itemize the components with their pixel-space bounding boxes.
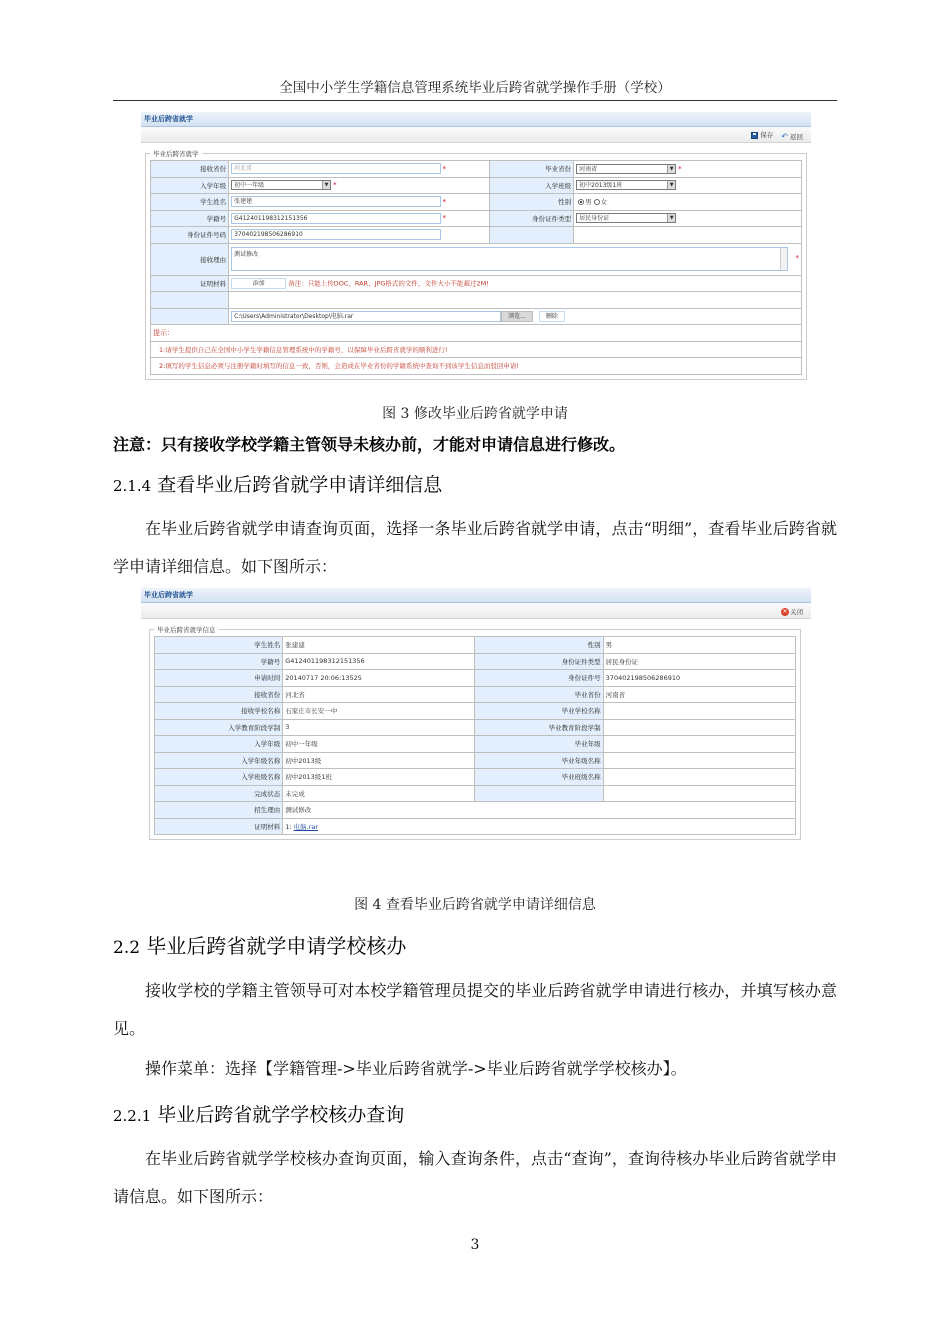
detail-label: 完成状态 <box>155 785 283 802</box>
application-form: 接收省份 河北省 * 毕业省份 河南省 ▼ * 入学年级 初中一年级 ▼ * 入学班级 初中2013级1班 ▼ 学生姓名 张建建 * 性别 男 女 学籍号 G412401198312151356 * 身份证件类型 居民身份证 ▼ 身份证件号码 370402198506286910 接收理由 测试修改 * 证明材料 添加 备注：只能上传DOC、RAR、JPG格式的文件，文件大小不能超过2M! C:\Users\Administrator\Desktop\电脑.rar 浏览... 删除 提示： 1:请学生提供自己在全国中小学生学籍信息管理系统中的学籍号，以保障毕业后跨省就学的顺利进行! 2:填写的学生信息必须与注册学籍时填写的信息一致，否则，会造成在毕业省份的学籍系统中查询不到该学生信息而驳回申请! <box>150 160 802 375</box>
id-no-label: 身份证件号码 <box>151 227 229 244</box>
detail-row <box>155 736 796 753</box>
file-path-input[interactable]: C:\Users\Administrator\Desktop\电脑.rar <box>231 311 501 322</box>
required-mark: * <box>333 181 337 190</box>
gender-male-radio[interactable] <box>578 199 584 205</box>
detail-label: 身份证件类型 <box>475 653 603 670</box>
detail-row <box>155 670 796 687</box>
save-button[interactable]: 保存 <box>751 127 773 143</box>
material-label: 证明材料 <box>155 818 283 835</box>
toolbar <box>141 127 811 143</box>
detail-label: 学生姓名 <box>155 637 283 654</box>
detail-value <box>603 769 795 786</box>
detail-row <box>155 785 796 802</box>
detail-row <box>155 719 796 736</box>
detail-label: 毕业年级 <box>475 736 603 753</box>
figure4-screenshot <box>141 588 811 882</box>
id-type-label: 身份证件类型 <box>489 210 574 227</box>
detail-label: 申请时间 <box>155 670 283 687</box>
detail-label: 毕业班级名称 <box>475 769 603 786</box>
detail-value <box>603 703 795 720</box>
detail-value: 未完成 <box>283 785 475 802</box>
detail-row <box>155 769 796 786</box>
reason-value: 测试修改 <box>283 802 796 819</box>
student-no-label: 学籍号 <box>151 210 229 227</box>
material-label: 证明材料 <box>151 275 229 292</box>
browse-button[interactable]: 浏览... <box>501 311 533 322</box>
required-mark: * <box>442 164 447 173</box>
figure4-caption: 图 4 查看毕业后跨省就学申请详细信息 <box>354 897 596 913</box>
chevron-down-icon: ▼ <box>667 165 675 173</box>
window-title: 毕业后跨省就学 <box>141 588 811 603</box>
scrollbar[interactable] <box>780 248 787 270</box>
form-fieldset <box>145 149 807 380</box>
delete-file-button[interactable]: 删除 <box>539 311 565 322</box>
detail-value: 初中一年级 <box>283 736 475 753</box>
receive-province-label: 接收省份 <box>151 161 229 178</box>
chevron-down-icon: ▼ <box>667 181 675 189</box>
student-name-input[interactable]: 张建建 <box>231 196 440 207</box>
close-button[interactable]: ✕ 关闭 <box>782 608 803 616</box>
detail-row <box>155 653 796 670</box>
detail-value <box>603 785 795 802</box>
toolbar <box>141 603 811 619</box>
fieldset-legend: 毕业后跨省就学 <box>153 150 199 158</box>
detail-value: 男 <box>603 637 795 654</box>
detail-label: 性别 <box>475 637 603 654</box>
detail-label: 接收学校名称 <box>155 703 283 720</box>
entry-grade-select[interactable]: 初中一年级 ▼ <box>231 180 331 190</box>
detail-label: 毕业省份 <box>475 686 603 703</box>
section-heading-2-2-1: 2.2.1 毕业后跨省就学学校核办查询 <box>113 1104 405 1126</box>
back-arrow-icon: ↶ <box>781 131 788 141</box>
detail-table: 学生姓名 张建建 性别 男 学籍号 G412401198312151356 身份证件类型 居民身份证 申请时间 20140717 20:06:13525 身份证件号 370402198506286910 接收省份 河北省 毕业省份 河南省 接收学校名称 石家庄市长安一中 毕业学校名称 入学教育阶段学制 3 毕业教育阶段学制 入学年级 初中一年级 毕业年级 入学年级名称 初中2013级 毕业年级名称 入学班级名称 初中2013级1班 毕业班级名称 完成状态 未完成 招生理由 测试修改 证明材料 1: 电脑.rar <box>154 636 796 835</box>
detail-fieldset <box>149 625 801 840</box>
page-number: 3 <box>470 1237 480 1253</box>
detail-value: 初中2013级 <box>283 752 475 769</box>
id-no-input[interactable]: 370402198506286910 <box>231 229 440 240</box>
detail-label: 毕业学校名称 <box>475 703 603 720</box>
fieldset-legend: 毕业后跨省就学信息 <box>157 626 216 634</box>
window-title: 毕业后跨省就学 <box>141 112 811 127</box>
detail-row <box>155 637 796 654</box>
id-type-select[interactable]: 居民身份证 ▼ <box>576 213 676 223</box>
detail-value: 河北省 <box>283 686 475 703</box>
close-icon: ✕ <box>782 608 788 615</box>
page-header: 全国中小学生学籍信息管理系统毕业后跨省就学操作手册（学校） <box>113 76 837 101</box>
entry-grade-label: 入学年级 <box>151 177 229 194</box>
grad-province-select[interactable]: 河南省 ▼ <box>576 164 676 174</box>
section-heading-2-1-4: 2.1.4 查看毕业后跨省就学申请详细信息 <box>113 474 443 496</box>
chevron-down-icon: ▼ <box>322 181 330 189</box>
detail-value: 河南省 <box>603 686 795 703</box>
detail-row <box>155 703 796 720</box>
figure3-screenshot <box>141 112 811 394</box>
detail-row <box>155 752 796 769</box>
detail-row <box>155 686 796 703</box>
detail-label: 毕业教育阶段学制 <box>475 719 603 736</box>
detail-value <box>603 752 795 769</box>
detail-value: 张建建 <box>283 637 475 654</box>
student-name-label: 学生姓名 <box>151 194 229 211</box>
detail-value <box>603 719 795 736</box>
note-text: 注意：只有接收学校学籍主管领导未核办前，才能对申请信息进行修改。 <box>113 435 626 454</box>
grad-province-label: 毕业省份 <box>489 161 574 178</box>
detail-value: 居民身份证 <box>603 653 795 670</box>
detail-value: G412401198312151356 <box>283 653 475 670</box>
detail-label: 学籍号 <box>155 653 283 670</box>
detail-value: 初中2013级1班 <box>283 769 475 786</box>
back-button[interactable]: ↶ 返回 <box>781 131 803 141</box>
detail-label: 入学年级 <box>155 736 283 753</box>
required-mark: * <box>442 214 447 223</box>
detail-value: 3 <box>283 719 475 736</box>
paragraph: 接收学校的学籍主管领导可对本校学籍管理员提交的毕业后跨省就学申请进行核办，并填写核办意见。 <box>113 981 837 1038</box>
paragraph: 在毕业后跨省就学学校核办查询页面，输入查询条件，点击“查询”，查询待核办毕业后跨省就学申请信息。如下图所示： <box>113 1149 837 1206</box>
detail-label: 入学年级名称 <box>155 752 283 769</box>
student-no-input[interactable]: G412401198312151356 <box>231 213 440 224</box>
entry-class-label: 入学班级 <box>489 177 574 194</box>
reason-label: 招生理由 <box>155 802 283 819</box>
detail-value: 20140717 20:06:13525 <box>283 670 475 687</box>
material-file-link[interactable]: 电脑.rar <box>293 822 318 831</box>
detail-label: 入学班级名称 <box>155 769 283 786</box>
tips-title: 提示： <box>151 325 802 342</box>
required-mark: * <box>442 197 447 206</box>
paragraph: 在毕业后跨省就学申请查询页面，选择一条毕业后跨省就学申请，点击“明细”，查看毕业后跨省就学申请详细信息。如下图所示： <box>113 519 837 576</box>
tip-item: 1:请学生提供自己在全国中小学生学籍信息管理系统中的学籍号，以保障毕业后跨省就学的顺利进行! <box>151 341 802 358</box>
entry-class-select[interactable]: 初中2013级1班 ▼ <box>576 180 676 190</box>
required-mark: * <box>795 253 799 262</box>
required-mark: * <box>678 164 682 173</box>
material-note: 备注：只能上传DOC、RAR、JPG格式的文件，文件大小不能超过2M! <box>288 279 489 288</box>
gender-female-radio[interactable] <box>594 199 600 205</box>
save-icon <box>751 132 758 139</box>
tip-item: 2:填写的学生信息必须与注册学籍时填写的信息一致，否则，会造成在毕业省份的学籍系统中查询不到该学生信息而驳回申请! <box>151 358 802 375</box>
detail-label: 毕业年级名称 <box>475 752 603 769</box>
figure3-caption: 图 3 修改毕业后跨省就学申请 <box>382 406 568 422</box>
reason-textarea[interactable]: 测试修改 <box>231 247 788 271</box>
receive-province-input[interactable]: 河北省 <box>231 163 440 174</box>
detail-label: 入学教育阶段学制 <box>155 719 283 736</box>
section-heading-2-2: 2.2 毕业后跨省就学申请学校核办 <box>113 934 407 958</box>
chevron-down-icon: ▼ <box>667 214 675 222</box>
paragraph: 操作菜单：选择【学籍管理->毕业后跨省就学->毕业后跨省就学学校核办】。 <box>145 1059 687 1078</box>
detail-label: 接收省份 <box>155 686 283 703</box>
detail-value: 370402198506286910 <box>603 670 795 687</box>
detail-label <box>475 785 603 802</box>
add-file-button[interactable]: 添加 <box>231 278 286 289</box>
detail-value <box>603 736 795 753</box>
reason-label: 接收理由 <box>151 243 229 275</box>
detail-label: 身份证件号 <box>475 670 603 687</box>
gender-label: 性别 <box>489 194 574 211</box>
detail-value: 石家庄市长安一中 <box>283 703 475 720</box>
